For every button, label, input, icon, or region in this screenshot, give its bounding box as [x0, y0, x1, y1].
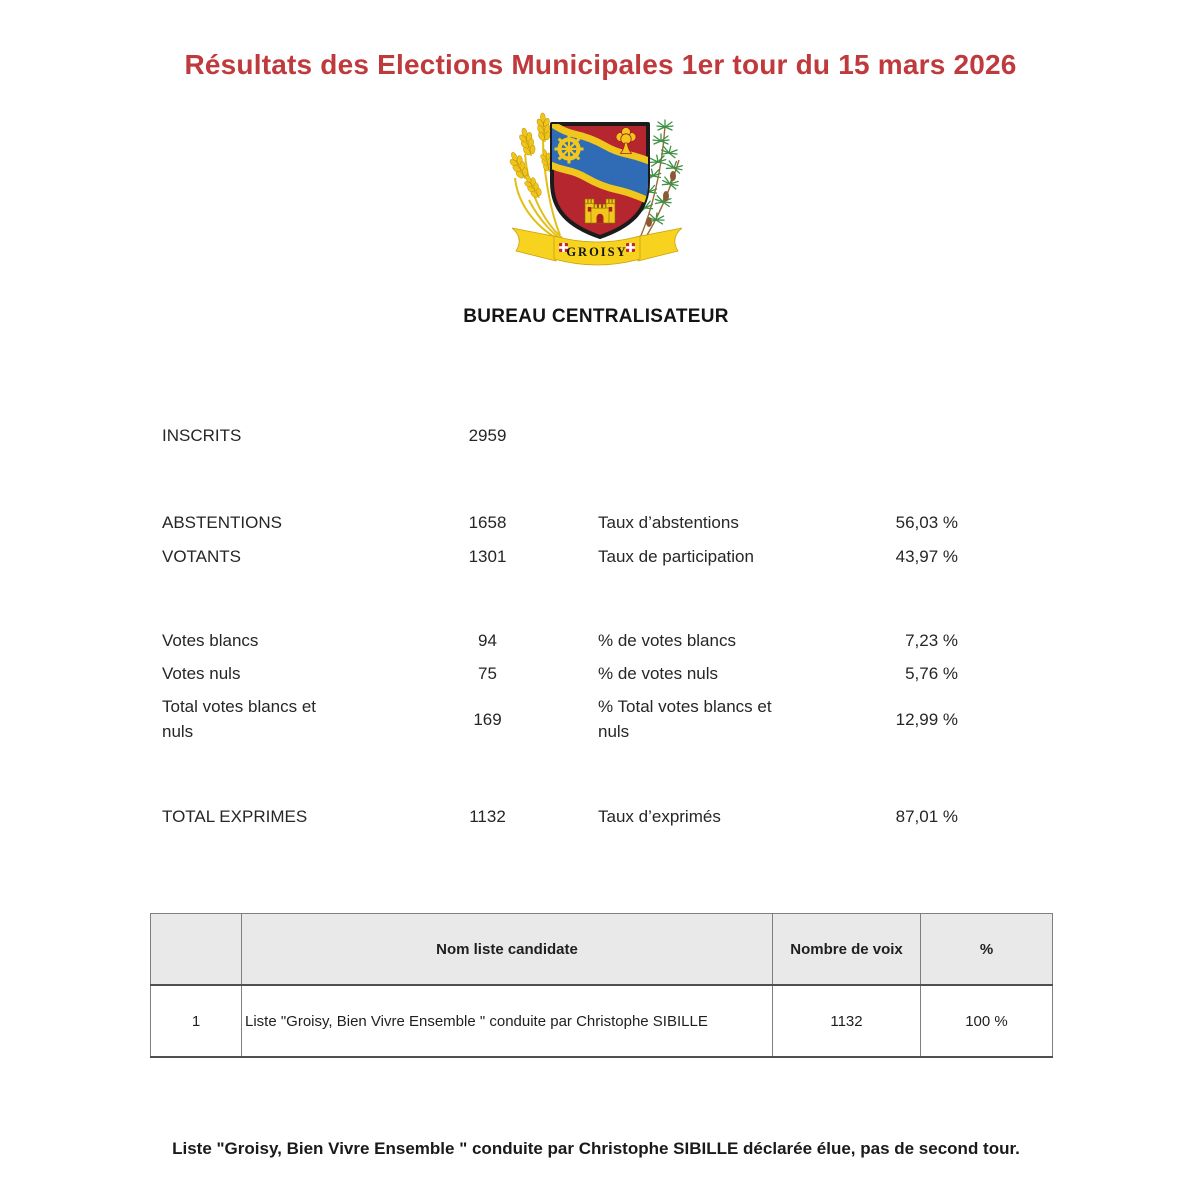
stat-row-votants — [162, 544, 958, 569]
coat-of-arms-icon — [502, 110, 692, 275]
stat-value: 2959 — [468, 426, 507, 445]
stat-label: VOTANTS — [162, 547, 242, 566]
stat-row-abstentions — [162, 510, 958, 535]
table-header-row — [151, 914, 1053, 986]
stat-label: Votes nuls — [162, 664, 241, 683]
stat-label: TOTAL EXPRIMES — [162, 807, 308, 826]
stat-value: 94 — [478, 631, 497, 650]
stat-label — [162, 694, 400, 744]
stat-label: Votes blancs — [162, 631, 259, 650]
results-table-body — [151, 985, 1053, 1057]
stat-row-votes-blancs — [162, 628, 958, 653]
stat-row-inscrits — [162, 423, 958, 448]
header-percent: % — [921, 914, 1053, 986]
cell-percent: 100 % — [921, 985, 1053, 1057]
stat-pct-value: 56,03 % — [895, 513, 958, 532]
banner-label: GROISY — [566, 245, 628, 259]
gear-icon — [555, 135, 584, 164]
cell-list-name: Liste "Groisy, Bien Vivre Ensemble " conduite par Christophe SIBILLE — [242, 985, 773, 1057]
table-row — [151, 985, 1053, 1057]
page-title: Résultats des Elections Municipales 1er tour du 15 mars 2026 — [184, 49, 1017, 80]
stat-pct-value: 87,01 % — [895, 807, 958, 826]
header-list-name: Nom liste candidate — [242, 914, 773, 986]
results-table — [150, 913, 1053, 1058]
groisy-coat-of-arms — [502, 110, 692, 275]
stat-pct-value: 5,76 % — [905, 664, 958, 683]
stat-pct-label-text: % Total votes blancs et nuls — [598, 697, 772, 741]
declaration-footer: Liste "Groisy, Bien Vivre Ensemble " conduite par Christophe SIBILLE déclarée élue, pas de second tour. — [172, 1139, 1020, 1158]
stat-pct-label — [575, 694, 805, 744]
section-heading: BUREAU CENTRALISATEUR — [463, 306, 729, 327]
stat-pct-label: Taux de participation — [598, 547, 754, 566]
cell-rank: 1 — [151, 985, 242, 1057]
stat-label-text: Total votes blancs et nuls — [162, 697, 317, 741]
stat-pct-value: 43,97 % — [895, 547, 958, 566]
stat-value: 1301 — [468, 547, 507, 566]
stat-pct-label: % de votes nuls — [598, 664, 719, 683]
header-rank — [151, 914, 242, 986]
stat-pct-label: Taux d’exprimés — [598, 807, 721, 826]
results-table-header — [151, 914, 1053, 986]
stat-pct-value: 7,23 % — [905, 631, 958, 650]
cell-votes: 1132 — [773, 985, 921, 1057]
stat-row-total-exprimes — [162, 804, 958, 829]
header-votes: Nombre de voix — [773, 914, 921, 986]
stat-value: 1132 — [469, 807, 506, 826]
stat-pct-label: % de votes blancs — [598, 631, 736, 650]
stat-value: 169 — [473, 709, 502, 729]
stat-label: ABSTENTIONS — [162, 513, 282, 532]
stat-pct-label: Taux d’abstentions — [598, 513, 739, 532]
stat-row-total-blancs-nuls — [162, 694, 958, 744]
shield-icon — [540, 124, 654, 237]
stat-value: 1658 — [468, 513, 507, 532]
stat-row-votes-nuls — [162, 661, 958, 686]
stat-value: 75 — [478, 664, 497, 683]
stat-label: INSCRITS — [162, 426, 242, 445]
stat-pct-value: 12,99 % — [895, 709, 958, 729]
